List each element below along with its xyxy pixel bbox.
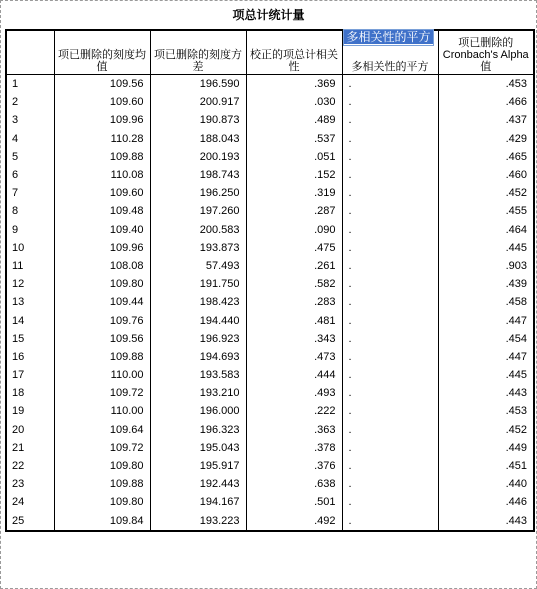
alpha-if-deleted-cell[interactable]: .455: [438, 202, 534, 220]
corrected-item-total-cell[interactable]: .283: [246, 293, 342, 311]
mean-if-deleted-cell[interactable]: 109.72: [54, 439, 150, 457]
variance-if-deleted-cell[interactable]: 195.043: [150, 439, 246, 457]
corrected-item-total-cell[interactable]: .444: [246, 366, 342, 384]
variance-if-deleted-cell[interactable]: 198.423: [150, 293, 246, 311]
mean-if-deleted-cell[interactable]: 109.64: [54, 421, 150, 439]
squared-multiple-cell[interactable]: .: [342, 184, 438, 202]
variance-if-deleted-cell[interactable]: 196.000: [150, 402, 246, 420]
row-index-cell[interactable]: 25: [6, 512, 54, 531]
variance-if-deleted-cell[interactable]: 193.210: [150, 384, 246, 402]
row-index-cell[interactable]: 8: [6, 202, 54, 220]
mean-if-deleted-cell[interactable]: 109.72: [54, 384, 150, 402]
variance-if-deleted-cell[interactable]: 194.440: [150, 311, 246, 329]
table-row[interactable]: [6, 330, 534, 348]
table-row[interactable]: [6, 402, 534, 420]
alpha-if-deleted-cell[interactable]: .443: [438, 384, 534, 402]
mean-if-deleted-cell[interactable]: 109.76: [54, 311, 150, 329]
header-index[interactable]: [6, 30, 54, 75]
mean-if-deleted-cell[interactable]: 109.56: [54, 330, 150, 348]
row-index-cell[interactable]: 6: [6, 166, 54, 184]
variance-if-deleted-cell[interactable]: 190.873: [150, 111, 246, 129]
squared-multiple-cell[interactable]: .: [342, 384, 438, 402]
table-row[interactable]: [6, 311, 534, 329]
header-row: [6, 30, 534, 75]
corrected-item-total-cell[interactable]: .261: [246, 257, 342, 275]
mean-if-deleted-cell[interactable]: 109.40: [54, 221, 150, 239]
alpha-if-deleted-cell[interactable]: .464: [438, 221, 534, 239]
header-squared-multiple[interactable]: 多相关性的平方: [342, 30, 438, 75]
alpha-if-deleted-cell[interactable]: .451: [438, 457, 534, 475]
squared-multiple-cell[interactable]: .: [342, 275, 438, 293]
alpha-if-deleted-cell[interactable]: .437: [438, 111, 534, 129]
row-index-cell[interactable]: 21: [6, 439, 54, 457]
mean-if-deleted-cell[interactable]: 108.08: [54, 257, 150, 275]
corrected-item-total-cell[interactable]: .493: [246, 384, 342, 402]
squared-multiple-cell[interactable]: .: [342, 330, 438, 348]
row-index-cell[interactable]: 10: [6, 239, 54, 257]
corrected-item-total-cell[interactable]: .369: [246, 75, 342, 94]
alpha-if-deleted-cell[interactable]: .453: [438, 75, 534, 94]
mean-if-deleted-cell[interactable]: 110.08: [54, 166, 150, 184]
variance-if-deleted-cell[interactable]: 196.250: [150, 184, 246, 202]
table-row[interactable]: [6, 475, 534, 493]
item-total-statistics-table[interactable]: [5, 29, 535, 532]
row-index-cell[interactable]: 22: [6, 457, 54, 475]
row-index-cell[interactable]: 23: [6, 475, 54, 493]
alpha-if-deleted-cell[interactable]: .452: [438, 421, 534, 439]
row-index-cell[interactable]: 9: [6, 221, 54, 239]
variance-if-deleted-cell[interactable]: 57.493: [150, 257, 246, 275]
variance-if-deleted-cell[interactable]: 195.917: [150, 457, 246, 475]
alpha-if-deleted-cell[interactable]: .447: [438, 311, 534, 329]
squared-multiple-cell[interactable]: .: [342, 311, 438, 329]
header-alpha-if-deleted[interactable]: 项已删除的 Cronbach's Alpha 值: [438, 30, 534, 75]
squared-multiple-cell[interactable]: .: [342, 221, 438, 239]
corrected-item-total-cell[interactable]: .319: [246, 184, 342, 202]
corrected-item-total-cell[interactable]: .090: [246, 221, 342, 239]
table-row[interactable]: [6, 512, 534, 531]
row-index-cell[interactable]: 5: [6, 148, 54, 166]
variance-if-deleted-cell[interactable]: 193.873: [150, 239, 246, 257]
corrected-item-total-cell[interactable]: .363: [246, 421, 342, 439]
corrected-item-total-cell[interactable]: .051: [246, 148, 342, 166]
squared-multiple-cell[interactable]: .: [342, 202, 438, 220]
variance-if-deleted-cell[interactable]: 200.583: [150, 221, 246, 239]
mean-if-deleted-cell[interactable]: 109.80: [54, 457, 150, 475]
row-index-cell[interactable]: 15: [6, 330, 54, 348]
table-row[interactable]: [6, 348, 534, 366]
squared-multiple-cell[interactable]: .: [342, 439, 438, 457]
table-row[interactable]: [6, 257, 534, 275]
squared-multiple-cell[interactable]: .: [342, 111, 438, 129]
corrected-item-total-cell[interactable]: .492: [246, 512, 342, 531]
squared-multiple-cell[interactable]: .: [342, 166, 438, 184]
corrected-item-total-cell[interactable]: .638: [246, 475, 342, 493]
row-index-cell[interactable]: 19: [6, 402, 54, 420]
squared-multiple-cell[interactable]: .: [342, 293, 438, 311]
table-row[interactable]: [6, 148, 534, 166]
squared-multiple-cell[interactable]: .: [342, 421, 438, 439]
table-row[interactable]: [6, 493, 534, 511]
table-body: [6, 75, 534, 531]
table-row[interactable]: [6, 166, 534, 184]
table-row[interactable]: [6, 239, 534, 257]
alpha-if-deleted-cell[interactable]: .439: [438, 275, 534, 293]
variance-if-deleted-cell[interactable]: 194.167: [150, 493, 246, 511]
table-row[interactable]: [6, 75, 534, 94]
row-index-cell[interactable]: 11: [6, 257, 54, 275]
row-index-cell[interactable]: 24: [6, 493, 54, 511]
variance-if-deleted-cell[interactable]: 197.260: [150, 202, 246, 220]
alpha-if-deleted-cell[interactable]: .452: [438, 184, 534, 202]
row-index-cell[interactable]: 20: [6, 421, 54, 439]
table-row[interactable]: [6, 457, 534, 475]
alpha-if-deleted-cell[interactable]: .440: [438, 475, 534, 493]
mean-if-deleted-cell[interactable]: 109.96: [54, 111, 150, 129]
squared-multiple-cell[interactable]: .: [342, 366, 438, 384]
alpha-if-deleted-cell[interactable]: .454: [438, 330, 534, 348]
corrected-item-total-cell[interactable]: .473: [246, 348, 342, 366]
table-row[interactable]: [6, 221, 534, 239]
row-index-cell[interactable]: 16: [6, 348, 54, 366]
mean-if-deleted-cell[interactable]: 109.88: [54, 348, 150, 366]
alpha-if-deleted-cell[interactable]: .903: [438, 257, 534, 275]
variance-if-deleted-cell[interactable]: 188.043: [150, 130, 246, 148]
squared-multiple-cell[interactable]: .: [342, 512, 438, 531]
squared-multiple-cell[interactable]: .: [342, 257, 438, 275]
corrected-item-total-cell[interactable]: .582: [246, 275, 342, 293]
table-row[interactable]: [6, 421, 534, 439]
squared-multiple-cell[interactable]: .: [342, 148, 438, 166]
row-index-cell[interactable]: 7: [6, 184, 54, 202]
row-index-cell[interactable]: 12: [6, 275, 54, 293]
table-row[interactable]: [6, 366, 534, 384]
variance-if-deleted-cell[interactable]: 200.917: [150, 93, 246, 111]
variance-if-deleted-cell[interactable]: 200.193: [150, 148, 246, 166]
corrected-item-total-cell[interactable]: .030: [246, 93, 342, 111]
mean-if-deleted-cell[interactable]: 109.44: [54, 293, 150, 311]
row-index-cell[interactable]: 4: [6, 130, 54, 148]
alpha-if-deleted-cell[interactable]: .447: [438, 348, 534, 366]
variance-if-deleted-cell[interactable]: 196.323: [150, 421, 246, 439]
variance-if-deleted-cell[interactable]: 194.693: [150, 348, 246, 366]
alpha-if-deleted-cell[interactable]: .460: [438, 166, 534, 184]
squared-multiple-cell[interactable]: .: [342, 130, 438, 148]
mean-if-deleted-cell[interactable]: 109.60: [54, 184, 150, 202]
alpha-if-deleted-cell[interactable]: .466: [438, 93, 534, 111]
variance-if-deleted-cell[interactable]: 193.223: [150, 512, 246, 531]
selected-cell-text: 多相关性的平方: [346, 30, 431, 44]
mean-if-deleted-cell[interactable]: 109.96: [54, 239, 150, 257]
variance-if-deleted-cell[interactable]: 196.590: [150, 75, 246, 94]
mean-if-deleted-cell[interactable]: 110.28: [54, 130, 150, 148]
mean-if-deleted-cell[interactable]: 109.60: [54, 93, 150, 111]
corrected-item-total-cell[interactable]: .489: [246, 111, 342, 129]
corrected-item-total-cell[interactable]: .152: [246, 166, 342, 184]
row-index-cell[interactable]: 2: [6, 93, 54, 111]
corrected-item-total-cell[interactable]: .537: [246, 130, 342, 148]
mean-if-deleted-cell[interactable]: 110.00: [54, 366, 150, 384]
variance-if-deleted-cell[interactable]: 198.743: [150, 166, 246, 184]
corrected-item-total-cell[interactable]: .376: [246, 457, 342, 475]
mean-if-deleted-cell[interactable]: 109.80: [54, 275, 150, 293]
mean-if-deleted-cell[interactable]: 109.84: [54, 512, 150, 531]
alpha-if-deleted-cell[interactable]: .445: [438, 366, 534, 384]
variance-if-deleted-cell[interactable]: 193.583: [150, 366, 246, 384]
header-mean-if-deleted[interactable]: 项已删除的刻度均值: [54, 30, 150, 75]
squared-multiple-cell[interactable]: .: [342, 93, 438, 111]
alpha-if-deleted-cell[interactable]: .449: [438, 439, 534, 457]
alpha-if-deleted-cell[interactable]: .465: [438, 148, 534, 166]
alpha-if-deleted-cell[interactable]: .429: [438, 130, 534, 148]
table-row[interactable]: [6, 93, 534, 111]
row-index-cell[interactable]: 1: [6, 75, 54, 94]
mean-if-deleted-cell[interactable]: 110.00: [54, 402, 150, 420]
alpha-if-deleted-cell[interactable]: .443: [438, 512, 534, 531]
header-corrected-item-total[interactable]: 校正的项总计相关性: [246, 30, 342, 75]
table-row[interactable]: [6, 275, 534, 293]
mean-if-deleted-cell[interactable]: 109.56: [54, 75, 150, 94]
squared-multiple-cell[interactable]: .: [342, 348, 438, 366]
table-row[interactable]: [6, 439, 534, 457]
squared-multiple-cell[interactable]: .: [342, 475, 438, 493]
squared-multiple-cell[interactable]: .: [342, 457, 438, 475]
table-row[interactable]: [6, 293, 534, 311]
selected-cell-editor[interactable]: [343, 29, 434, 46]
table-row[interactable]: [6, 202, 534, 220]
table-row[interactable]: [6, 384, 534, 402]
alpha-if-deleted-cell[interactable]: .453: [438, 402, 534, 420]
squared-multiple-cell[interactable]: .: [342, 75, 438, 94]
squared-multiple-cell[interactable]: .: [342, 402, 438, 420]
mean-if-deleted-cell[interactable]: 109.88: [54, 148, 150, 166]
alpha-if-deleted-cell[interactable]: .445: [438, 239, 534, 257]
mean-if-deleted-cell[interactable]: 109.80: [54, 493, 150, 511]
corrected-item-total-cell[interactable]: .287: [246, 202, 342, 220]
corrected-item-total-cell[interactable]: .475: [246, 239, 342, 257]
table-title: 项总计统计量: [232, 8, 305, 22]
row-index-cell[interactable]: 13: [6, 293, 54, 311]
corrected-item-total-cell[interactable]: .501: [246, 493, 342, 511]
squared-multiple-cell[interactable]: .: [342, 493, 438, 511]
row-index-cell[interactable]: 17: [6, 366, 54, 384]
corrected-item-total-cell[interactable]: .378: [246, 439, 342, 457]
table-row[interactable]: [6, 130, 534, 148]
table-row[interactable]: [6, 111, 534, 129]
table-row[interactable]: [6, 184, 534, 202]
variance-if-deleted-cell[interactable]: 196.923: [150, 330, 246, 348]
variance-if-deleted-cell[interactable]: 191.750: [150, 275, 246, 293]
row-index-cell[interactable]: 18: [6, 384, 54, 402]
mean-if-deleted-cell[interactable]: 109.48: [54, 202, 150, 220]
row-index-cell[interactable]: 14: [6, 311, 54, 329]
alpha-if-deleted-cell[interactable]: .458: [438, 293, 534, 311]
variance-if-deleted-cell[interactable]: 192.443: [150, 475, 246, 493]
alpha-if-deleted-cell[interactable]: .446: [438, 493, 534, 511]
header-variance-if-deleted[interactable]: 项已删除的刻度方差: [150, 30, 246, 75]
corrected-item-total-cell[interactable]: .481: [246, 311, 342, 329]
corrected-item-total-cell[interactable]: .222: [246, 402, 342, 420]
mean-if-deleted-cell[interactable]: 109.88: [54, 475, 150, 493]
corrected-item-total-cell[interactable]: .343: [246, 330, 342, 348]
row-index-cell[interactable]: 3: [6, 111, 54, 129]
squared-multiple-cell[interactable]: .: [342, 239, 438, 257]
